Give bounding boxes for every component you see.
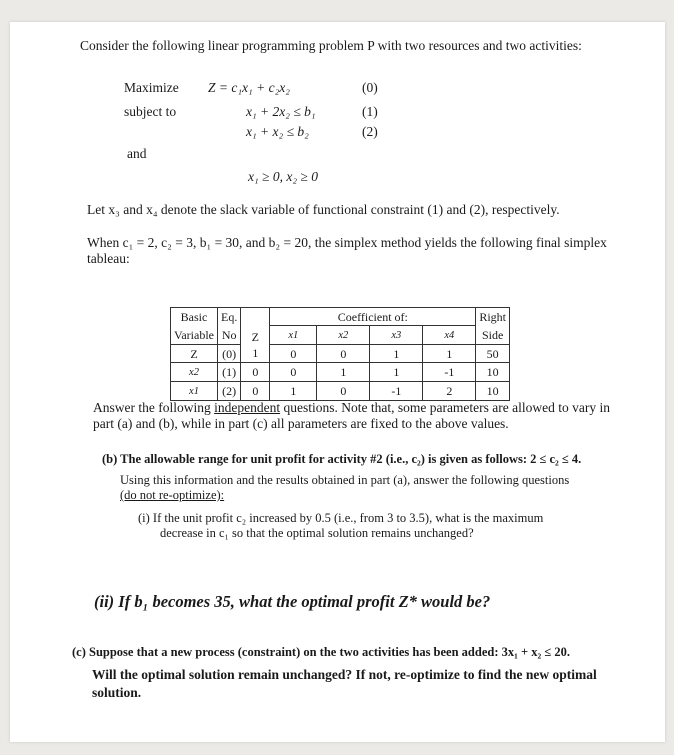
final-simplex-tableau: [170, 307, 510, 401]
part-c-title: (c) Suppose that a new process (constraint) on the two activities has been added: 3x₁ + x₂ ≤ 20.: [72, 645, 570, 659]
row-x3: 1: [370, 345, 423, 363]
table-row: [171, 382, 510, 401]
part-c-text: Will the optimal solution remain unchanged? If not, re-optimize to find the new optimal: [92, 667, 597, 682]
header-x2: x2: [338, 330, 349, 341]
row-x2: 1: [317, 363, 370, 382]
header-x3: x3: [391, 330, 402, 341]
header-right: Right: [476, 308, 510, 326]
slack-variables-text: Let x₃ and x₄ denote the slack variable of functional constraint (1) and (2), respectively.: [87, 202, 560, 217]
row-x4: 1: [423, 345, 476, 363]
header-x1: x1: [288, 330, 299, 341]
row-basic: x1: [189, 386, 199, 397]
row-rhs: 10: [476, 382, 510, 401]
answer-intro-part-b: questions. Note that, some parameters are allowed to vary in: [280, 400, 610, 415]
row-x3: 1: [370, 363, 423, 382]
row-z: 1: [241, 345, 270, 363]
part-b-title: (b) The allowable range for unit profit for activity #2 (i.e., c₂) is given as follows: 2 ≤ c₂ ≤ 4.: [102, 452, 582, 466]
row-x2: 0: [317, 382, 370, 401]
header-eq: Eq.: [217, 308, 240, 326]
row-x1: 1: [270, 382, 317, 401]
row-x1: 0: [270, 363, 317, 382]
part-b-no-reoptimize: (do not re-optimize):: [120, 488, 225, 502]
question-b-ii: (ii) If b₁ becomes 35, what the optimal profit Z* would be?: [94, 592, 491, 611]
question-b-i: (i) If the unit profit c₂ increased by 0.5 (i.e., from 3 to 3.5), what is the maximum: [138, 511, 544, 525]
part-c-text-cont: solution.: [92, 685, 142, 700]
table-row: [171, 345, 510, 363]
objective-tag: (0): [362, 80, 378, 95]
part-b-text: Using this information and the results obtained in part (a), answer the following questions: [120, 473, 570, 487]
objective-function: Z = c₁x₁ + c₂x₂: [208, 80, 290, 95]
intro-text: Consider the following linear programming problem P with two resources and two activities:: [80, 38, 582, 53]
row-basic: x2: [189, 367, 199, 378]
subject-to-label: subject to: [124, 104, 177, 119]
row-eq: (1): [217, 363, 240, 382]
table-row: [171, 363, 510, 382]
answer-instructions: [93, 400, 610, 416]
row-x2: 0: [317, 345, 370, 363]
maximize-label: Maximize: [124, 80, 179, 95]
row-x4: 2: [423, 382, 476, 401]
question-b-i-cont: decrease in c₁ so that the optimal solution remains unchanged?: [160, 526, 474, 540]
header-basic: Basic: [171, 308, 218, 326]
row-rhs: 50: [476, 345, 510, 363]
header-no: No: [217, 326, 240, 345]
given-values-text: When c₁ = 2, c₂ = 3, b₁ = 30, and b₂ = 20, the simplex method yields the following final simplex: [87, 235, 607, 250]
row-eq: (0): [217, 345, 240, 363]
row-z: 0: [241, 363, 270, 382]
and-label: and: [127, 146, 147, 161]
constraint-1: x₁ + 2x₂ ≤ b₁: [246, 104, 316, 119]
constraint-1-tag: (1): [362, 104, 378, 119]
row-rhs: 10: [476, 363, 510, 382]
row-x3: -1: [370, 382, 423, 401]
document-page: [10, 22, 665, 742]
answer-intro-independent: independent: [214, 400, 281, 415]
row-z: 0: [241, 382, 270, 401]
constraint-2: x₁ + x₂ ≤ b₂: [246, 124, 309, 139]
nonnegativity-constraint: x₁ ≥ 0, x₂ ≥ 0: [248, 169, 318, 184]
header-variable: Variable: [171, 326, 218, 345]
answer-intro-part-a: Answer the following: [93, 400, 215, 415]
row-eq: (2): [217, 382, 240, 401]
header-coefficient-of: Coefficient of:: [270, 308, 476, 326]
header-x4: x4: [444, 330, 455, 341]
row-basic: Z: [171, 345, 218, 363]
header-z: Z: [241, 308, 270, 345]
given-values-text-cont: tableau:: [87, 251, 130, 266]
header-side: Side: [476, 326, 510, 345]
answer-instructions-cont: part (a) and (b), while in part (c) all parameters are fixed to the above values.: [93, 416, 509, 431]
row-x1: 0: [270, 345, 317, 363]
row-x4: -1: [423, 363, 476, 382]
constraint-2-tag: (2): [362, 124, 378, 139]
